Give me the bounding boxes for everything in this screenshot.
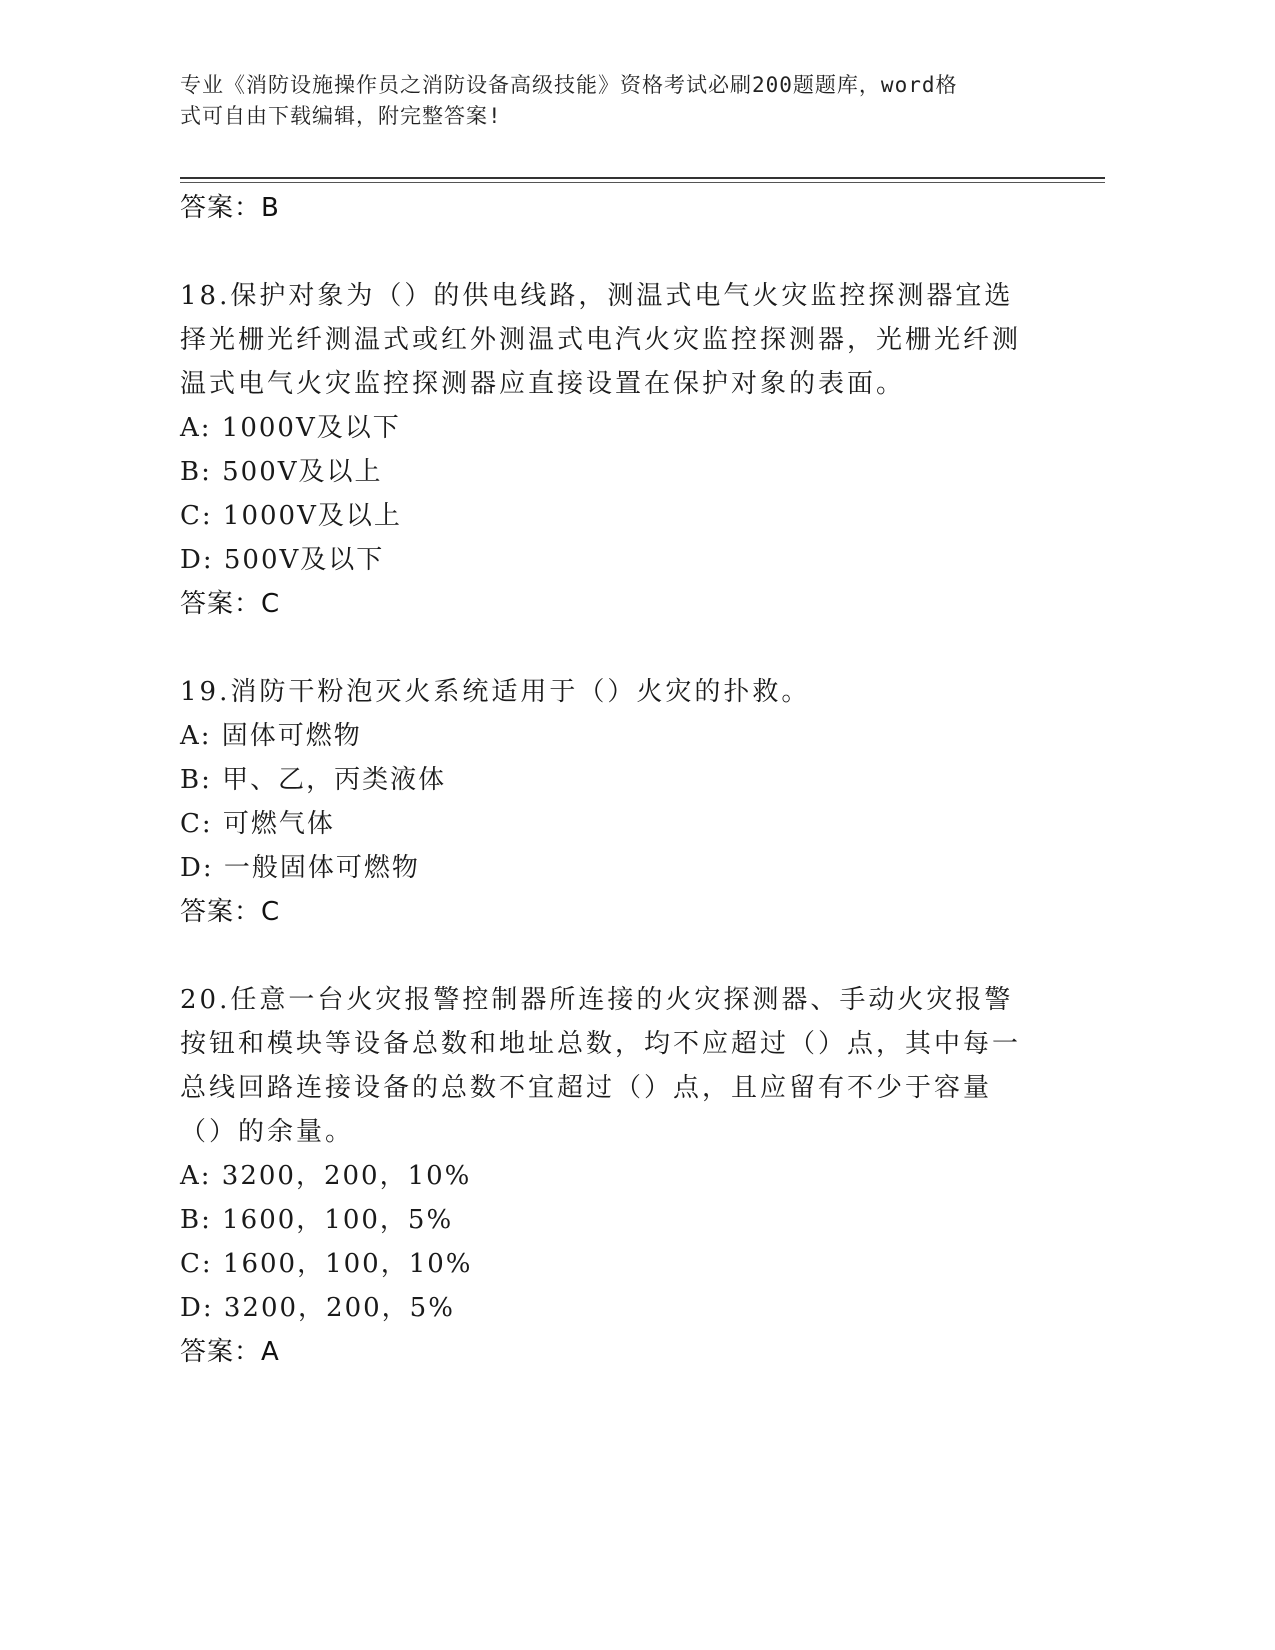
option-c: C: 1000V及以上 [180, 501, 402, 531]
header-line-2: 式可自由下载编辑，附完整答案! [180, 104, 502, 128]
question-text: 19.消防干粉泡灭火系统适用于（）火灾的扑救。 [180, 677, 811, 707]
spacer [180, 934, 1060, 978]
header-divider-thick [180, 177, 1105, 179]
option-d: D: 3200，200，5% [180, 1293, 455, 1323]
option-d: D: 一般固体可燃物 [180, 853, 420, 883]
option-c: C: 1600，100，10% [180, 1249, 473, 1279]
question-answer: 答案：A [180, 1337, 280, 1367]
header-line-1: 专业《消防设施操作员之消防设备高级技能》资格考试必刷200题题库，word格 [180, 73, 958, 97]
spacer [180, 230, 1060, 274]
question-block-20 [180, 978, 1060, 1374]
page-header [180, 70, 1040, 132]
option-a: A: 1000V及以下 [180, 413, 401, 443]
option-c: C: 可燃气体 [180, 809, 335, 839]
option-d: D: 500V及以下 [180, 545, 385, 575]
question-text: 18.保护对象为（）的供电线路，测温式电气火灾监控探测器宜选择光栅光纤测温式或红外测温式电汽火灾监控探测器，光栅光纤测温式电气火灾监控探测器应直接设置在保护对象的表面。 [180, 281, 1022, 399]
spacer [180, 626, 1060, 670]
option-a: A: 固体可燃物 [180, 721, 362, 751]
option-b: B: 甲、乙，丙类液体 [180, 765, 447, 795]
document-body [180, 186, 1060, 1374]
question-block-18 [180, 274, 1060, 626]
header-divider-thin [180, 182, 1105, 183]
question-text: 20.任意一台火灾报警控制器所连接的火灾探测器、手动火灾报警按钮和模块等设备总数和地址总数，均不应超过（）点，其中每一总线回路连接设备的总数不宜超过（）点，且应留有不少于容量（）的余量。 [180, 985, 1022, 1147]
question-block-19 [180, 670, 1060, 934]
previous-answer: 答案：B [180, 193, 280, 223]
option-b: B: 500V及以上 [180, 457, 383, 487]
question-answer: 答案：C [180, 589, 281, 619]
option-a: A: 3200，200，10% [180, 1161, 472, 1191]
question-answer: 答案：C [180, 897, 281, 927]
option-b: B: 1600，100，5% [180, 1205, 454, 1235]
